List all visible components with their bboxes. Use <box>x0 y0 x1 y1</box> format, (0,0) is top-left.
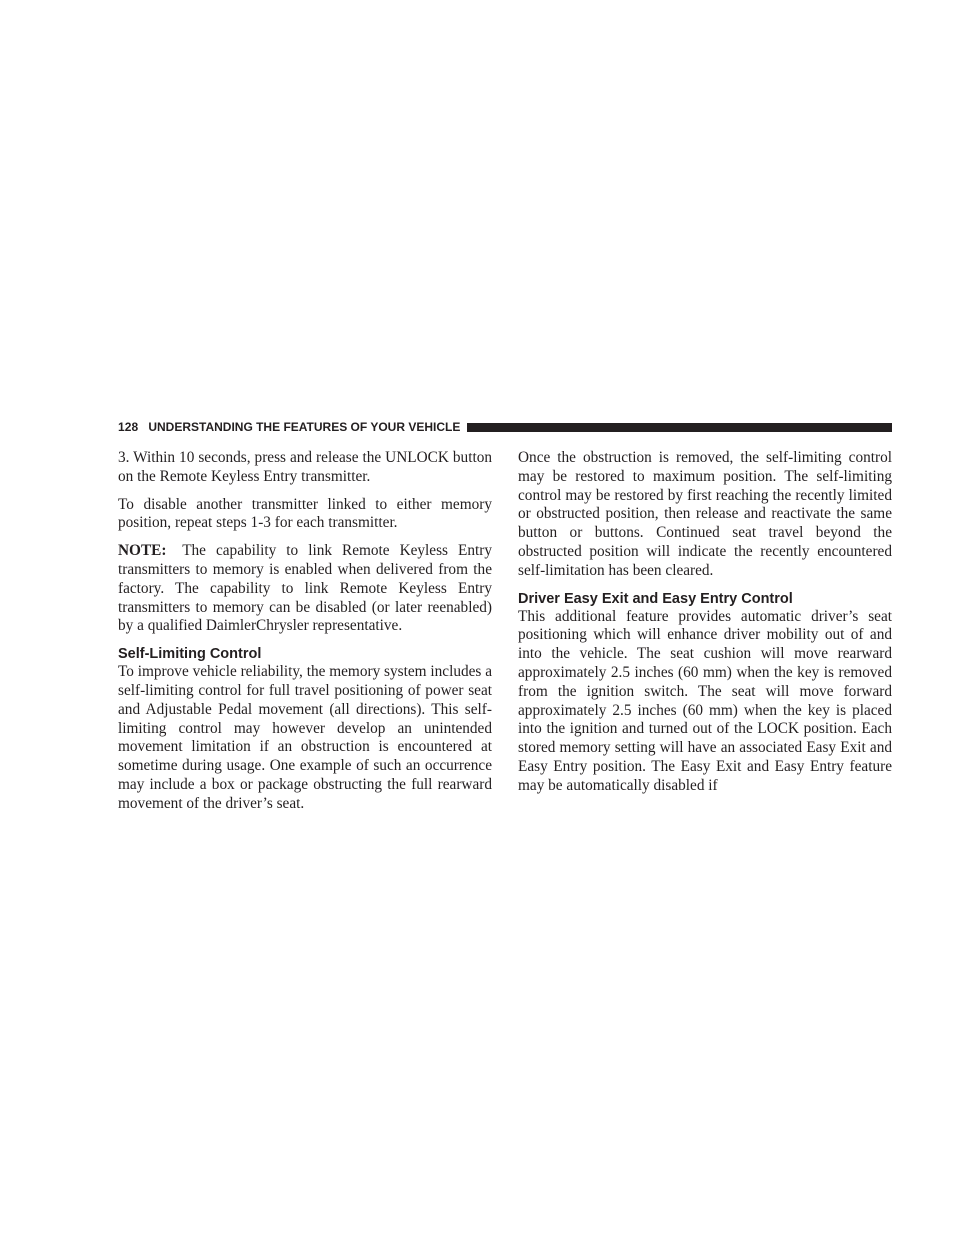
note-text: The capability to link Remote Keyless Entry transmitters to memory is enabled when delivered from the factory. The capability to link Remote Keyless Entry transmitters to memory can be disabled (or later reenabled) by a qualified DaimlerChrysler representative. <box>118 542 492 635</box>
right-column <box>518 449 892 805</box>
easy-exit-heading: Driver Easy Exit and Easy Entry Control <box>518 590 793 607</box>
header-rule <box>467 423 892 432</box>
page-header <box>118 419 892 435</box>
note-label: NOTE: <box>118 542 167 560</box>
step-3-paragraph: 3. Within 10 seconds, press and release the UNLOCK button on the Remote Keyless Entry transmitter. <box>118 449 492 485</box>
self-limiting-paragraph: To improve vehicle reliability, the memory system includes a self-limiting control for full travel positioning of power seat and Adjustable Pedal movement (all directions). This self-limiting control may however develop an unintended movement limitation if an obstruction is encountered at sometime during usage. One example of such an occurrence may include a box or package obstructing the full rearward movement of the driver’s seat. <box>118 663 492 812</box>
self-limiting-heading: Self-Limiting Control <box>118 646 262 663</box>
left-column <box>118 449 492 823</box>
page-number: 128 <box>118 420 139 434</box>
section-title: UNDERSTANDING THE FEATURES OF YOUR VEHICLE <box>148 420 461 434</box>
note-paragraph <box>118 542 492 636</box>
easy-exit-paragraph: This additional feature provides automatic driver’s seat positioning which will enhance driver mobility out of and into the vehicle. The seat cushion will move rearward approximately 2.5 inches (60 mm) when the key is removed from the ignition switch. The seat will move forward approximately 2.5 inches (60 mm) when the key is placed into the ignition and turned out of the LOCK position. Each stored memory setting will have an associated Easy Exit and Easy Entry position. The Easy Exit and Easy Entry feature may be automatically disabled if <box>518 607 892 794</box>
disable-transmitter-paragraph: To disable another transmitter linked to either memory position, repeat steps 1-3 for each transmitter. <box>118 495 492 532</box>
obstruction-removed-paragraph: Once the obstruction is removed, the self-limiting control may be restored to maximum position. The self-limiting control may be restored by first reaching the recently limited or obstructed position, then release and reactivate the same button or buttons. Continued seat travel beyond the obstructed position will indicate the recently encountered self-limitation has been cleared. <box>518 449 892 579</box>
